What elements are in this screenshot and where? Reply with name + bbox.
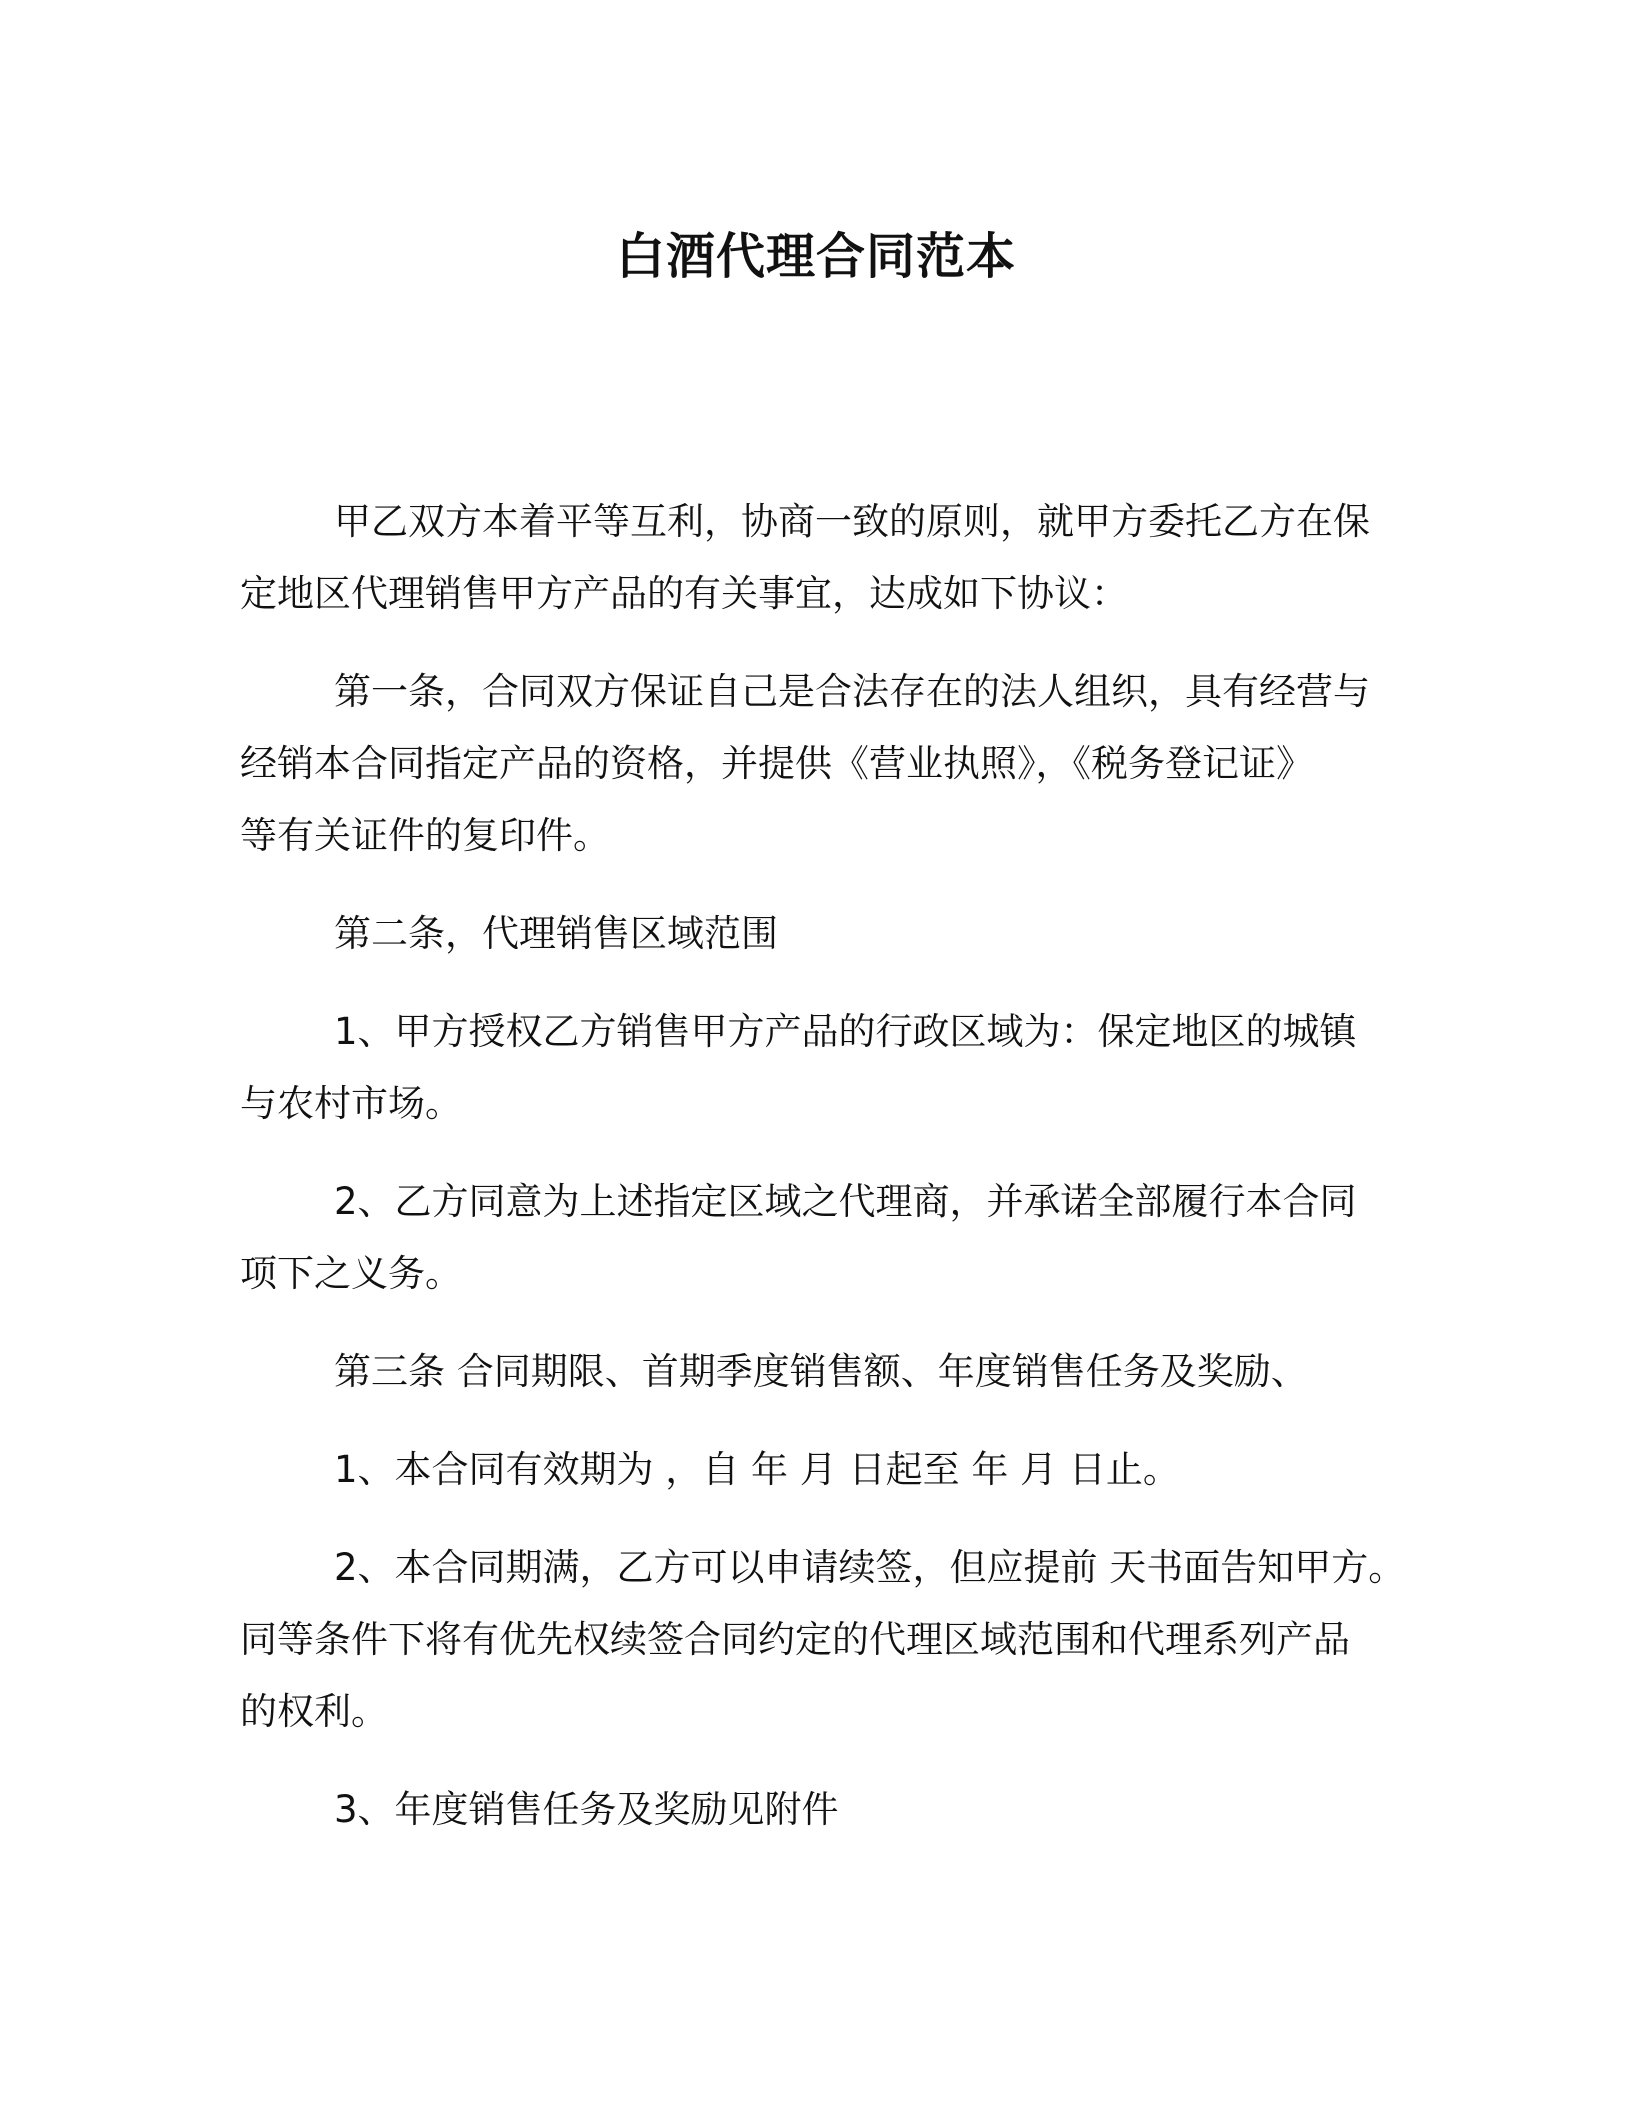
document-body bbox=[240, 486, 1406, 1872]
text-line: 与农村市场。 bbox=[240, 1082, 462, 1125]
text-line: 的权利。 bbox=[240, 1690, 388, 1733]
text-line: 2、乙方同意为上述指定区域之代理商，并承诺全部履行本合同 bbox=[334, 1180, 1357, 1223]
text-line: 第一条，合同双方保证自己是合法存在的法人组织，具有经营与 bbox=[334, 670, 1370, 713]
document-title: 白酒代理合同范本 bbox=[615, 228, 1016, 285]
text-line: 甲乙双方本着平等互利，协商一致的原则，就甲方委托乙方在保 bbox=[334, 500, 1370, 543]
text-line: 2、本合同期满，乙方可以申请续签，但应提前 天书面告知甲方。 bbox=[334, 1546, 1406, 1589]
paragraph-article-1 bbox=[240, 656, 1400, 872]
text-line: 等有关证件的复印件。 bbox=[240, 814, 610, 857]
text-line: 3、年度销售任务及奖励见附件 bbox=[334, 1788, 839, 1831]
text-line: 项下之义务。 bbox=[240, 1252, 462, 1295]
paragraph-article-2-heading bbox=[240, 898, 1400, 970]
text-line: 经销本合同指定产品的资格，并提供《营业执照》，《税务登记证》 bbox=[240, 742, 1313, 785]
text-line: 第二条，代理销售区域范围 bbox=[334, 912, 778, 955]
text-line: 同等条件下将有优先权续签合同约定的代理区域范围和代理系列产品 bbox=[240, 1618, 1350, 1661]
paragraph-article-3-item-3 bbox=[240, 1774, 1400, 1846]
paragraph-article-3-item-1 bbox=[240, 1434, 1400, 1506]
text-line: 1、本合同有效期为 ，自 年 月 日起至 年 月 日止。 bbox=[334, 1448, 1180, 1491]
text-line: 定地区代理销售甲方产品的有关事宜，达成如下协议： bbox=[240, 572, 1128, 615]
paragraph-article-2-item-1 bbox=[240, 996, 1400, 1140]
paragraph-article-3-heading bbox=[240, 1336, 1400, 1408]
text-line: 1、甲方授权乙方销售甲方产品的行政区域为：保定地区的城镇 bbox=[334, 1010, 1357, 1053]
paragraph-article-2-item-2 bbox=[240, 1166, 1400, 1310]
text-line: 第三条 合同期限、首期季度销售额、年度销售任务及奖励、 bbox=[334, 1350, 1308, 1393]
paragraph-preamble bbox=[240, 486, 1400, 630]
paragraph-article-3-item-2 bbox=[240, 1532, 1406, 1748]
